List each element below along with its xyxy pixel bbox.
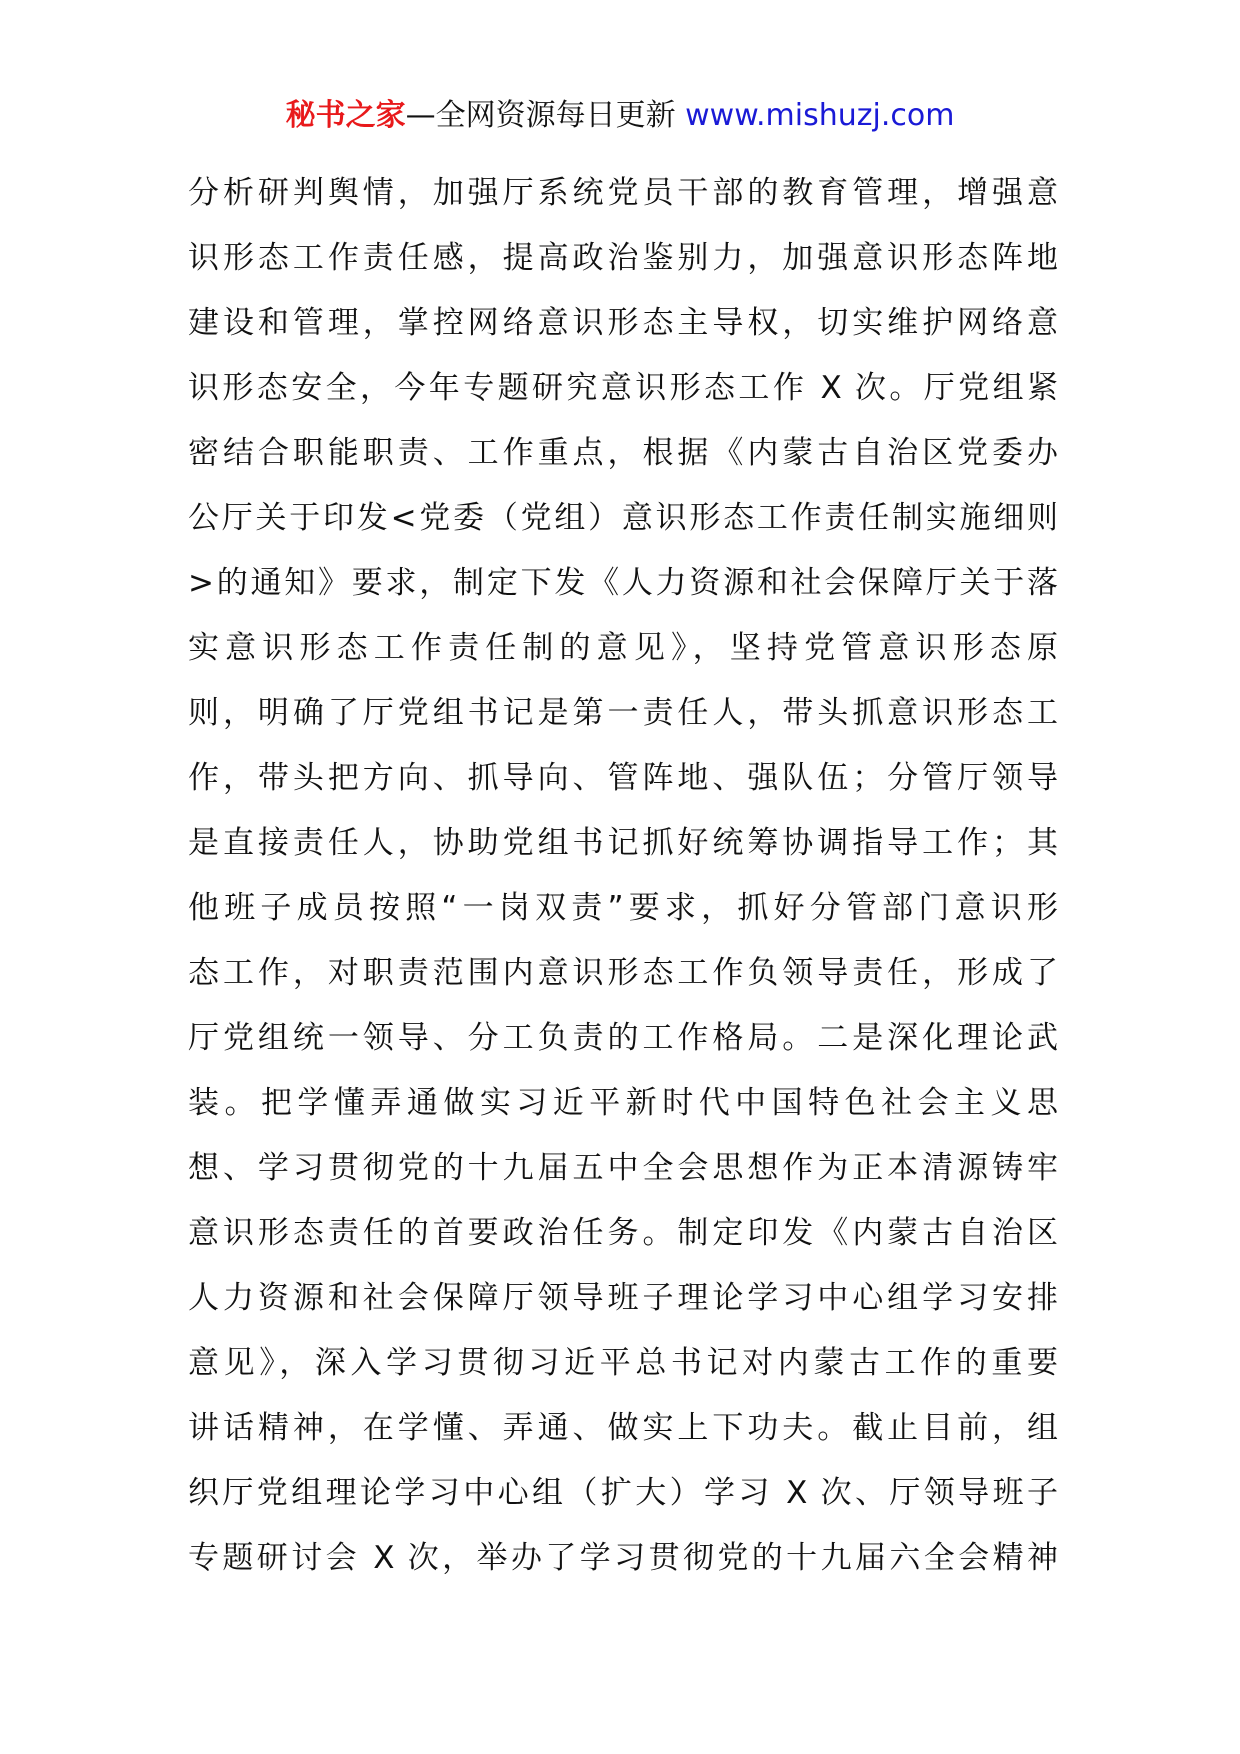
body-line: 他班子成员按照“一岗双责”要求，抓好分管部门意识形 xyxy=(188,890,1058,926)
body-line: 分析研判舆情，加强厅系统党员干部的教育管理，增强意 xyxy=(188,175,1058,211)
body-line: 建设和管理，掌控网络意识形态主导权，切实维护网络意 xyxy=(188,305,1058,341)
document-body xyxy=(188,161,1058,1591)
body-line: 作，带头把方向、抓导向、管阵地、强队伍；分管厅领导 xyxy=(188,760,1058,796)
body-line: 实意识形态工作责任制的意见》，坚持党管意识形态原 xyxy=(188,630,1058,666)
body-line: 是直接责任人，协助党组书记抓好统筹协调指导工作；其 xyxy=(188,825,1058,861)
site-tagline: —全网资源每日更新 xyxy=(405,98,676,133)
body-line: 识形态安全，今年专题研究意识形态工作 X 次。厅党组紧 xyxy=(188,370,1058,406)
body-line: 密结合职能职责、工作重点，根据《内蒙古自治区党委办 xyxy=(188,435,1058,471)
body-line: 公厅关于印发<党委（党组）意识形态工作责任制实施细则 xyxy=(188,500,1058,536)
body-line: 讲话精神，在学懂、弄通、做实上下功夫。截止目前，组 xyxy=(188,1410,1058,1446)
page-header xyxy=(0,96,1240,136)
body-line: 厅党组统一领导、分工负责的工作格局。二是深化理论武 xyxy=(188,1020,1058,1056)
body-line: >的通知》要求，制定下发《人力资源和社会保障厅关于落 xyxy=(188,565,1058,601)
body-line: 装。把学懂弄通做实习近平新时代中国特色社会主义思 xyxy=(188,1085,1058,1121)
body-line: 人力资源和社会保障厅领导班子理论学习中心组学习安排 xyxy=(188,1280,1058,1316)
body-line: 想、学习贯彻党的十九届五中全会思想作为正本清源铸牢 xyxy=(188,1150,1058,1186)
body-line: 则，明确了厅党组书记是第一责任人，带头抓意识形态工 xyxy=(188,695,1058,731)
body-line: 织厅党组理论学习中心组（扩大）学习 X 次、厅领导班子 xyxy=(188,1475,1058,1511)
body-line: 意识形态责任的首要政治任务。制定印发《内蒙古自治区 xyxy=(188,1215,1058,1251)
body-line: 识形态工作责任感，提高政治鉴别力，加强意识形态阵地 xyxy=(188,240,1058,276)
site-url[interactable]: www.mishuzj.com xyxy=(685,98,955,133)
body-line: 态工作，对职责范围内意识形态工作负领导责任，形成了 xyxy=(188,955,1058,991)
body-line: 专题研讨会 X 次，举办了学习贯彻党的十九届六全会精神 xyxy=(188,1540,1058,1576)
site-brand: 秘书之家 xyxy=(285,98,406,133)
body-line: 意见》，深入学习贯彻习近平总书记对内蒙古工作的重要 xyxy=(188,1345,1058,1381)
